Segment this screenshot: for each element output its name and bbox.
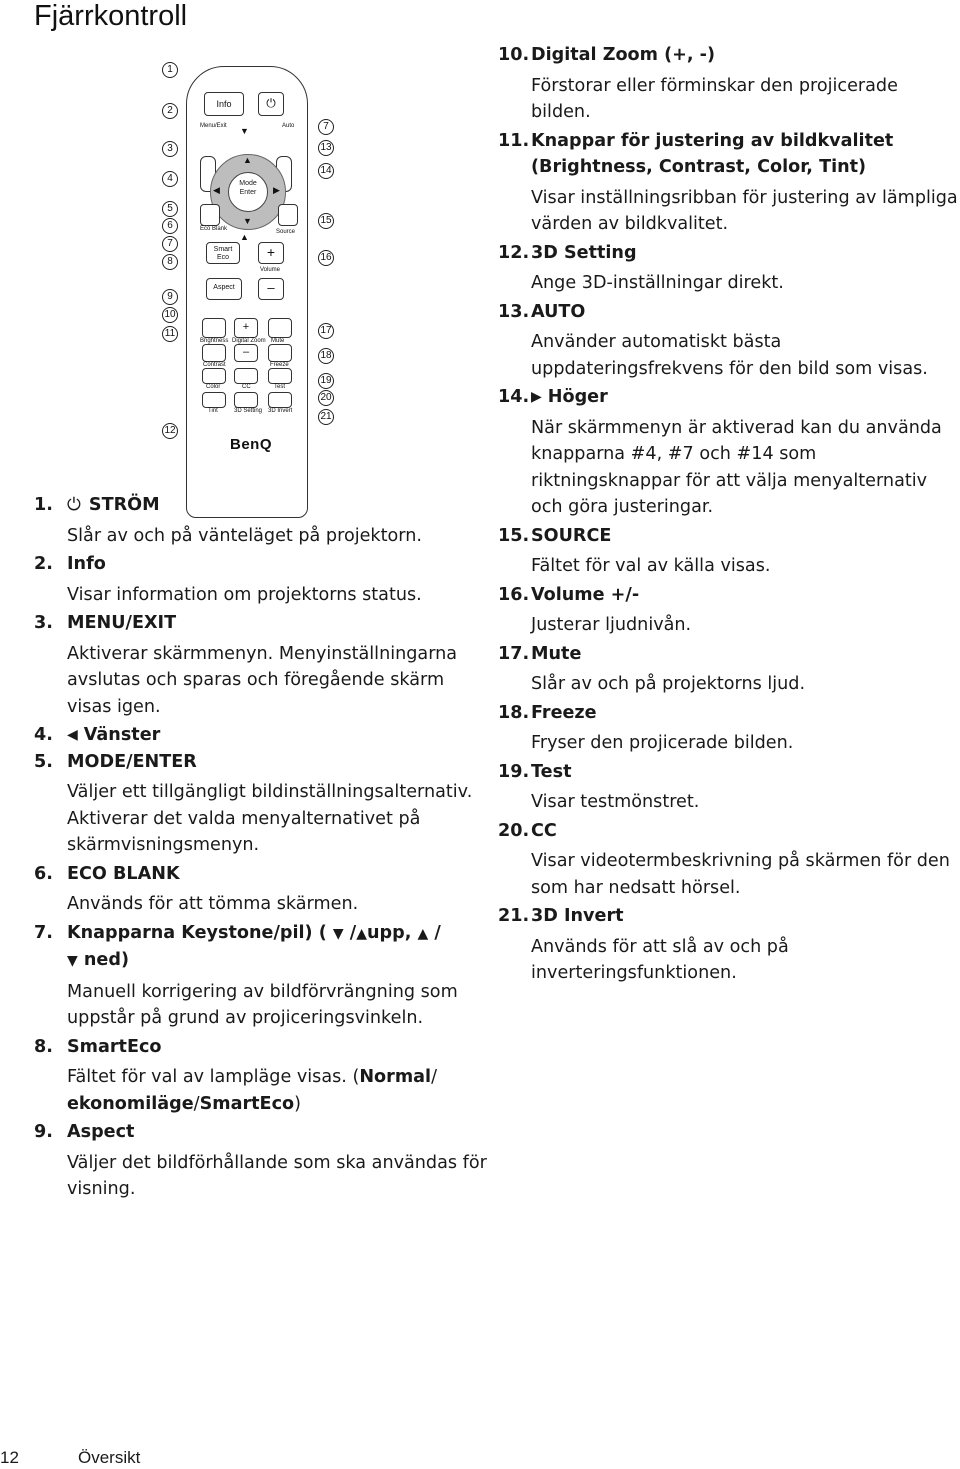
down-arrow-icon: ▼ [243,216,252,226]
callout-number: 10 [162,307,178,323]
item-desc: Ange 3D-inställningar direkt. [531,273,784,293]
eco-blank-button [200,204,220,226]
item-title: Info [67,554,106,574]
item-desc: Väljer det bildförhållande som ska användas för visning. [67,1152,487,1199]
item-title: Freeze [531,702,597,723]
volume-plus-button: + [258,242,284,264]
3d-setting-label: 3D Setting [234,408,263,414]
page-title: Fjärrkontroll [34,0,188,32]
list-item [34,492,494,549]
item-title: SOURCE [531,525,612,546]
zoom-plus-button: + [234,318,258,338]
list-item [498,700,960,757]
item-number: 13. [498,301,530,322]
list-item [498,42,960,126]
item-number: 15. [498,525,530,546]
cc-button [234,368,258,384]
callout-number: 2 [162,103,178,119]
item-number: 10. [498,45,530,65]
item-title: Höger [547,387,608,407]
callout-number: 13 [318,140,334,156]
cc-label: CC [242,384,251,390]
callout-number: 8 [162,254,178,270]
test-button [268,368,292,384]
item-number: 14. [498,387,530,407]
keystone-down-icon: ▲ [240,232,249,242]
tint-button [202,392,226,408]
item-number: 5. [34,751,53,772]
item-number: 9. [34,1122,53,1142]
callout-number: 16 [318,250,334,266]
item-number: 20. [498,820,530,841]
item-desc: Väljer ett tillgängligt bildinställningsalternativ. [67,782,473,802]
list-item [498,299,960,383]
item-number: 19. [498,761,530,782]
brightness-button [202,318,226,338]
item-desc: Används för att tömma skärmen. [67,894,359,914]
item-title: CC [531,820,557,841]
item-number: 3. [34,613,53,633]
3d-invert-label: 3D Invert [268,408,293,414]
source-label: Source [276,229,296,235]
item-number: 16. [498,584,530,605]
item-title: Volume +/- [531,584,640,605]
remote-illustration [150,46,350,476]
item-number: 6. [34,863,53,884]
3d-invert-button [268,392,292,408]
list-item [34,722,494,749]
page-number: 12 [0,1448,19,1467]
right-triangle-icon: ▶ [531,389,542,405]
callout-number: 15 [318,213,334,229]
power-button [258,92,284,116]
item-title: Digital Zoom (+, -) [531,45,716,65]
test-label: Test [274,384,286,390]
auto-label: Auto [282,123,295,129]
item-title: AUTO [531,301,586,322]
item-title: Aspect [67,1122,135,1142]
color-label: Color [206,384,221,390]
callout-number: 1 [162,62,178,78]
callout-number: 9 [162,289,178,305]
freeze-button [268,344,292,362]
color-button [202,368,226,384]
list-item [498,128,960,238]
item-title: MENU/EXIT [67,613,177,633]
item-title: Knappar för justering av bildkvalitet (Brightness, Contrast, Color, Tint) [531,130,894,177]
callout-number: 18 [318,348,334,364]
item-desc: Aktiverar det valda menyalternativet på skärmvisningsmenyn. [67,808,421,855]
item-number: 17. [498,643,530,664]
item-desc: Förstorar eller förminskar den projicerade bilden. [531,75,898,122]
item-desc: Visar information om projektorns status. [67,584,422,605]
down-triangle-icon: ▼ [67,953,78,969]
item-number: 11. [498,130,530,151]
item-number: 21. [498,906,530,926]
power-icon: ⏻ [67,495,81,515]
item-number: 18. [498,702,530,723]
list-item [34,1034,494,1118]
list-item [34,749,494,859]
item-desc: Fryser den projicerade bilden. [531,733,794,753]
item-desc: Fältet för val av lampläge visas. (Normal/ ekonomiläge/SmartEco) [67,1067,437,1114]
callout-number: 11 [162,326,178,342]
list-item [498,582,960,639]
item-desc: Använder automatiskt bästa uppdateringsfrekvens för den bild som visas. [531,332,928,379]
callout-number: 7 [162,236,178,252]
callout-number: 17 [318,323,334,339]
left-column [34,492,494,1205]
list-item [34,920,494,1032]
volume-label: Volume [260,267,281,273]
item-desc: Visar videotermbeskrivning på skärmen för den som har nedsatt hörsel. [531,851,950,898]
keystone-title: Knapparna Keystone/pil) ( ▼ /▲upp, ▲ / ▼ ned) [67,922,441,970]
item-title: 3D Invert [531,906,624,926]
item-number: 1. [34,495,53,515]
callout-number: 3 [162,141,178,157]
left-arrow-icon: ◀ [213,185,220,195]
keystone-down-icon: ▼ [332,925,344,942]
list-item [498,818,960,902]
brightness-label: Brightness [200,338,229,344]
callout-number: 12 [162,423,178,439]
power-icon: ⏻ [266,96,276,110]
item-number: 12. [498,242,530,263]
item-number: 4. [34,725,53,745]
callout-number: 5 [162,201,178,217]
list-item [34,551,494,608]
item-title: ECO BLANK [67,863,180,884]
footer-section: Översikt [78,1448,141,1467]
source-button [278,204,298,226]
left-triangle-icon: ◀ [67,727,78,743]
tint-label: Tint [208,408,218,414]
digital-zoom-label: Digital Zoom [232,338,266,344]
item-desc: Manuell korrigering av bildförvrängning som uppstår på grund av projiceringsvinkeln. [67,981,458,1028]
mode-enter-button: Mode Enter [228,172,268,212]
item-number: 8. [34,1036,53,1057]
eco-blank-label: Eco Blank [200,226,228,232]
callout-number: 20 [318,390,334,406]
item-desc: Aktiverar skärmmenyn. Menyinställningarna avslutas och sparas och föregående skärm visas igen. [67,643,458,717]
item-desc: Visar testmönstret. [531,792,700,812]
up-triangle-icon: ▲ [356,925,367,942]
item-title: MODE/ENTER [67,751,197,772]
list-item [498,903,960,987]
3d-setting-button [234,392,258,408]
list-item [498,523,960,580]
item-number: 2. [34,554,53,574]
callout-number: 21 [318,409,334,425]
item-number: 7. [34,922,53,943]
item-title: STRÖM [88,495,160,515]
up-arrow-icon: ▼ [240,126,249,136]
item-title: Test [531,761,572,782]
menu-exit-label: Menu/Exit [200,123,227,129]
contrast-label: Contrast [203,362,226,368]
right-column [498,42,960,989]
smart-eco-button: Smart Eco [206,242,240,264]
list-item [498,240,960,297]
list-item [498,384,960,521]
keystone-up-icon: ▲ [417,925,429,942]
contrast-button [202,344,226,362]
zoom-minus-button: – [234,344,258,362]
callout-number: 4 [162,171,178,187]
callout-number: 6 [162,218,178,234]
item-title: 3D Setting [531,242,637,263]
item-desc: Slår av och på projektorns ljud. [531,674,806,694]
callout-number: 14 [318,163,334,179]
aspect-button: Aspect [206,278,242,300]
item-desc: Fältet för val av källa visas. [531,556,771,576]
info-button: Info [204,92,244,116]
freeze-label: Freeze [270,362,289,368]
item-desc: Justerar ljudnivån. [531,615,692,635]
mute-label: Mute [271,338,285,344]
list-item [498,759,960,816]
list-item [498,641,960,698]
item-desc: Slår av och på vänteläget på projektorn. [67,525,422,546]
item-desc: När skärmmenyn är aktiverad kan du använda knapparna #4, #7 och #14 som riktningsknappar för att välja menyalternativ och göra justeringar. [531,417,942,517]
list-item [34,861,494,918]
brand-logo: BenQ [230,436,273,453]
volume-minus-button: – [258,278,284,300]
callout-number: 7 [318,119,334,135]
item-title: SmartEco [67,1036,162,1057]
list-item [34,610,494,720]
list-item [34,1119,494,1203]
item-title: Vänster [83,725,161,745]
keystone-up-icon: ▲ [243,155,252,165]
item-desc: Visar inställningsribban för justering av lämpliga värden av bildkvalitet. [531,187,958,234]
right-arrow-icon: ▶ [273,185,280,195]
item-desc: Används för att slå av och på inverteringsfunktionen. [531,936,789,983]
callout-number: 19 [318,373,334,389]
item-title: Mute [531,643,582,664]
mute-button [268,318,292,338]
